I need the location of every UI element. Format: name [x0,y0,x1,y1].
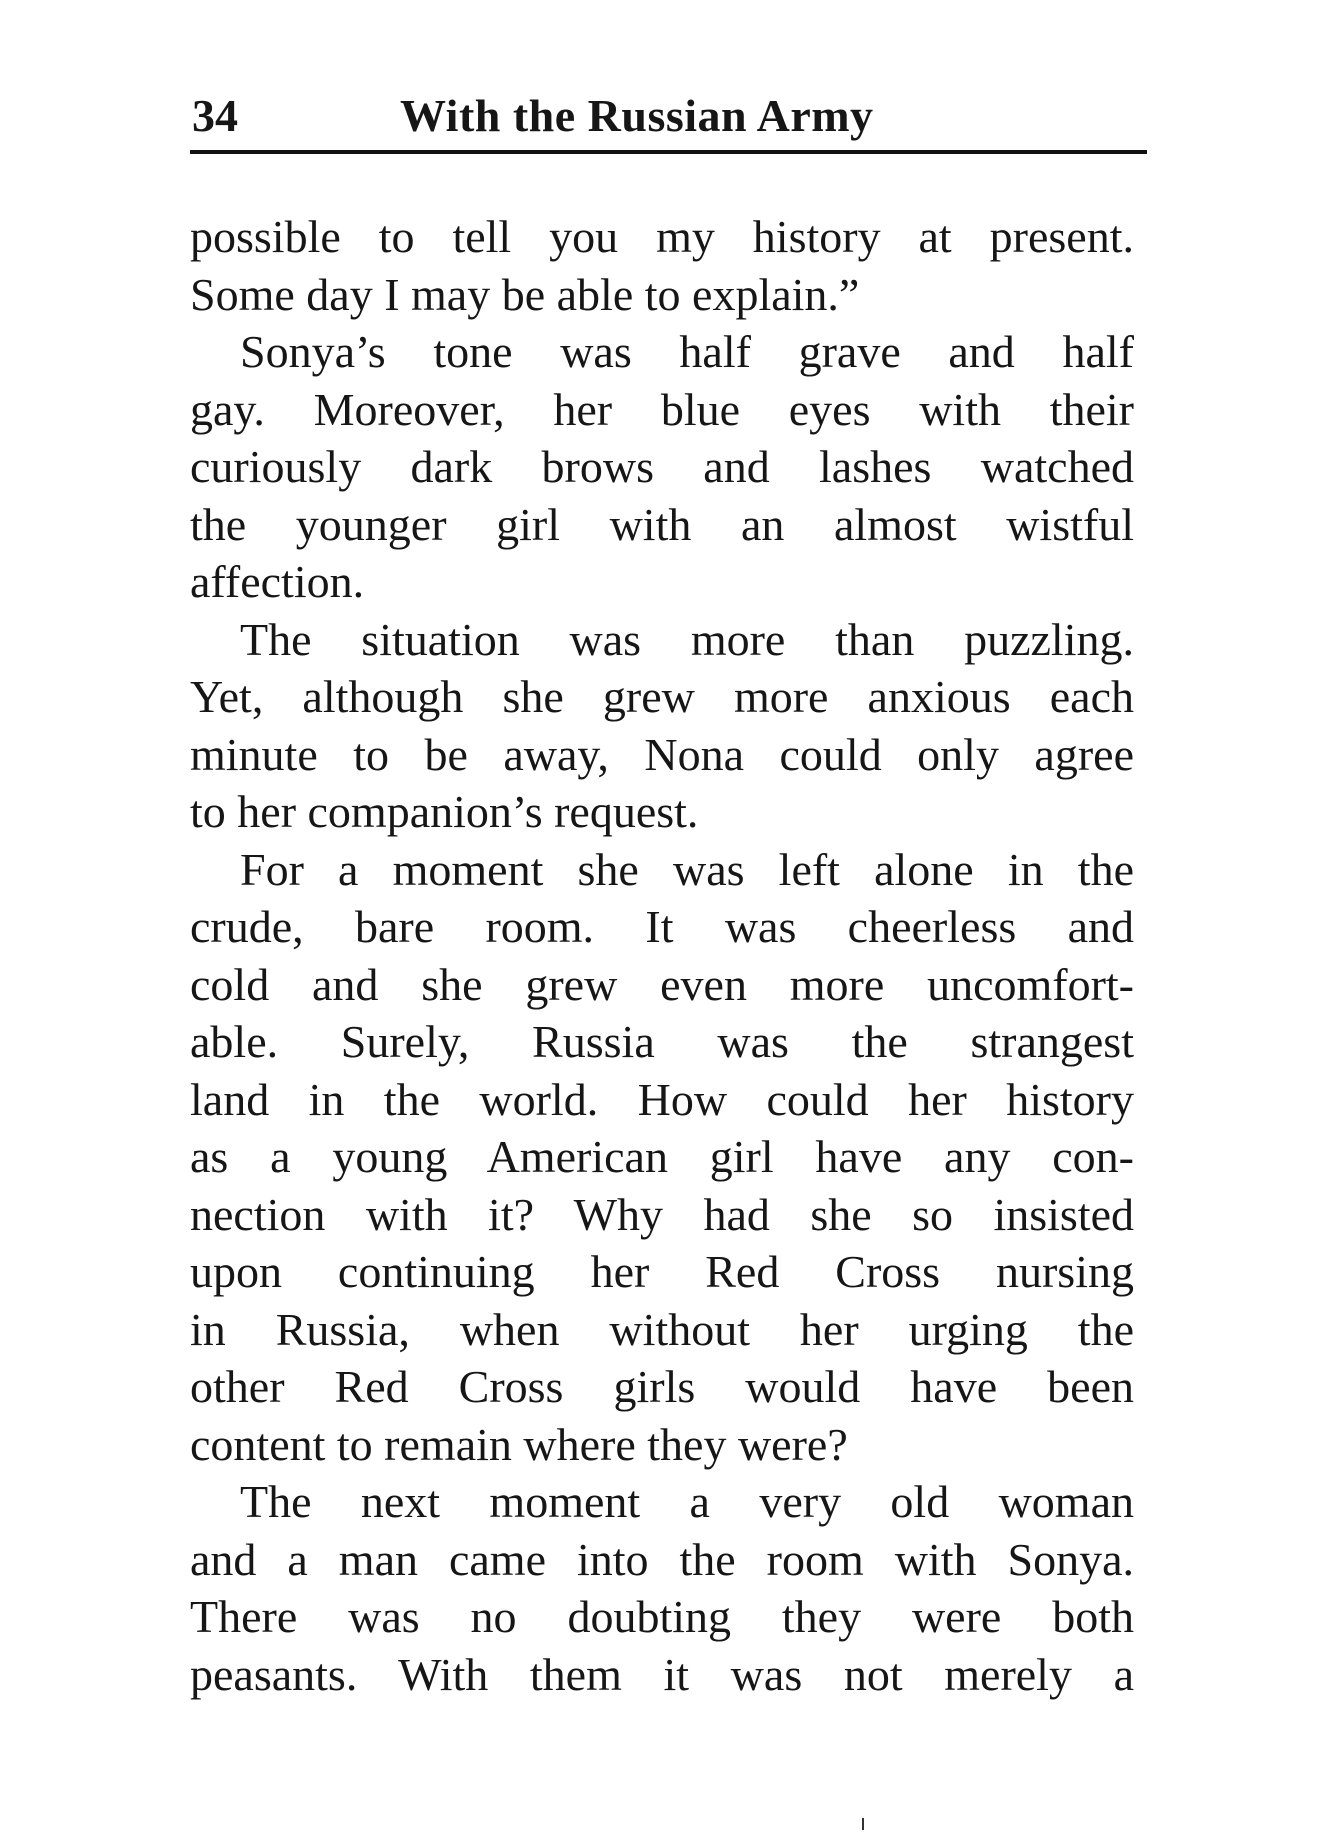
text-line: in Russia, when without her urging the [190,1303,1134,1355]
text-line: peasants. With them it was not merely a [190,1648,1134,1700]
text-line: Yet, although she grew more anxious each [190,671,1134,722]
text-line: For a moment she was left alone in the [240,843,1134,895]
running-title: With the Russian Army [400,90,874,141]
page-header [192,86,1148,146]
body-text [190,208,1134,1703]
text-line: cold and she grew even more uncomfort- [190,958,1134,1010]
text-line: the younger girl with an almost wistful [190,498,1134,550]
text-line: crude, bare room. It was cheerless and [190,901,1134,952]
text-line: content to remain where they were? [190,1418,848,1470]
text-line: gay. Moreover, her blue eyes with their [190,383,1134,435]
text-line: minute to be away, Nona could only agree [190,728,1134,780]
page-number: 34 [192,90,238,141]
text-line: The next moment a very old woman [240,1476,1134,1527]
text-line: able. Surely, Russia was the strangest [190,1016,1134,1067]
text-line: land in the world. How could her history [190,1073,1134,1125]
text-line: as a young American girl have any con- [190,1131,1134,1182]
text-line: nection with it? Why had she so insisted [190,1188,1134,1240]
text-line: upon continuing her Red Cross nursing [190,1246,1134,1297]
text-line: Some day I may be able to explain.” [190,268,860,320]
text-line: affection. [190,556,365,607]
text-line: to her companion’s request. [190,786,699,837]
header-rule [190,150,1147,154]
text-line: possible to tell you my history at present. [190,211,1134,262]
footer-mark [862,1818,864,1830]
text-line: other Red Cross girls would have been [190,1361,1134,1412]
text-line: curiously dark brows and lashes watched [190,441,1134,492]
text-line: Sonya’s tone was half grave and half [240,326,1134,377]
text-line: There was no doubting they were both [190,1591,1134,1642]
text-line: The situation was more than puzzling. [240,613,1134,665]
text-line: and a man came into the room with Sonya. [190,1533,1134,1585]
